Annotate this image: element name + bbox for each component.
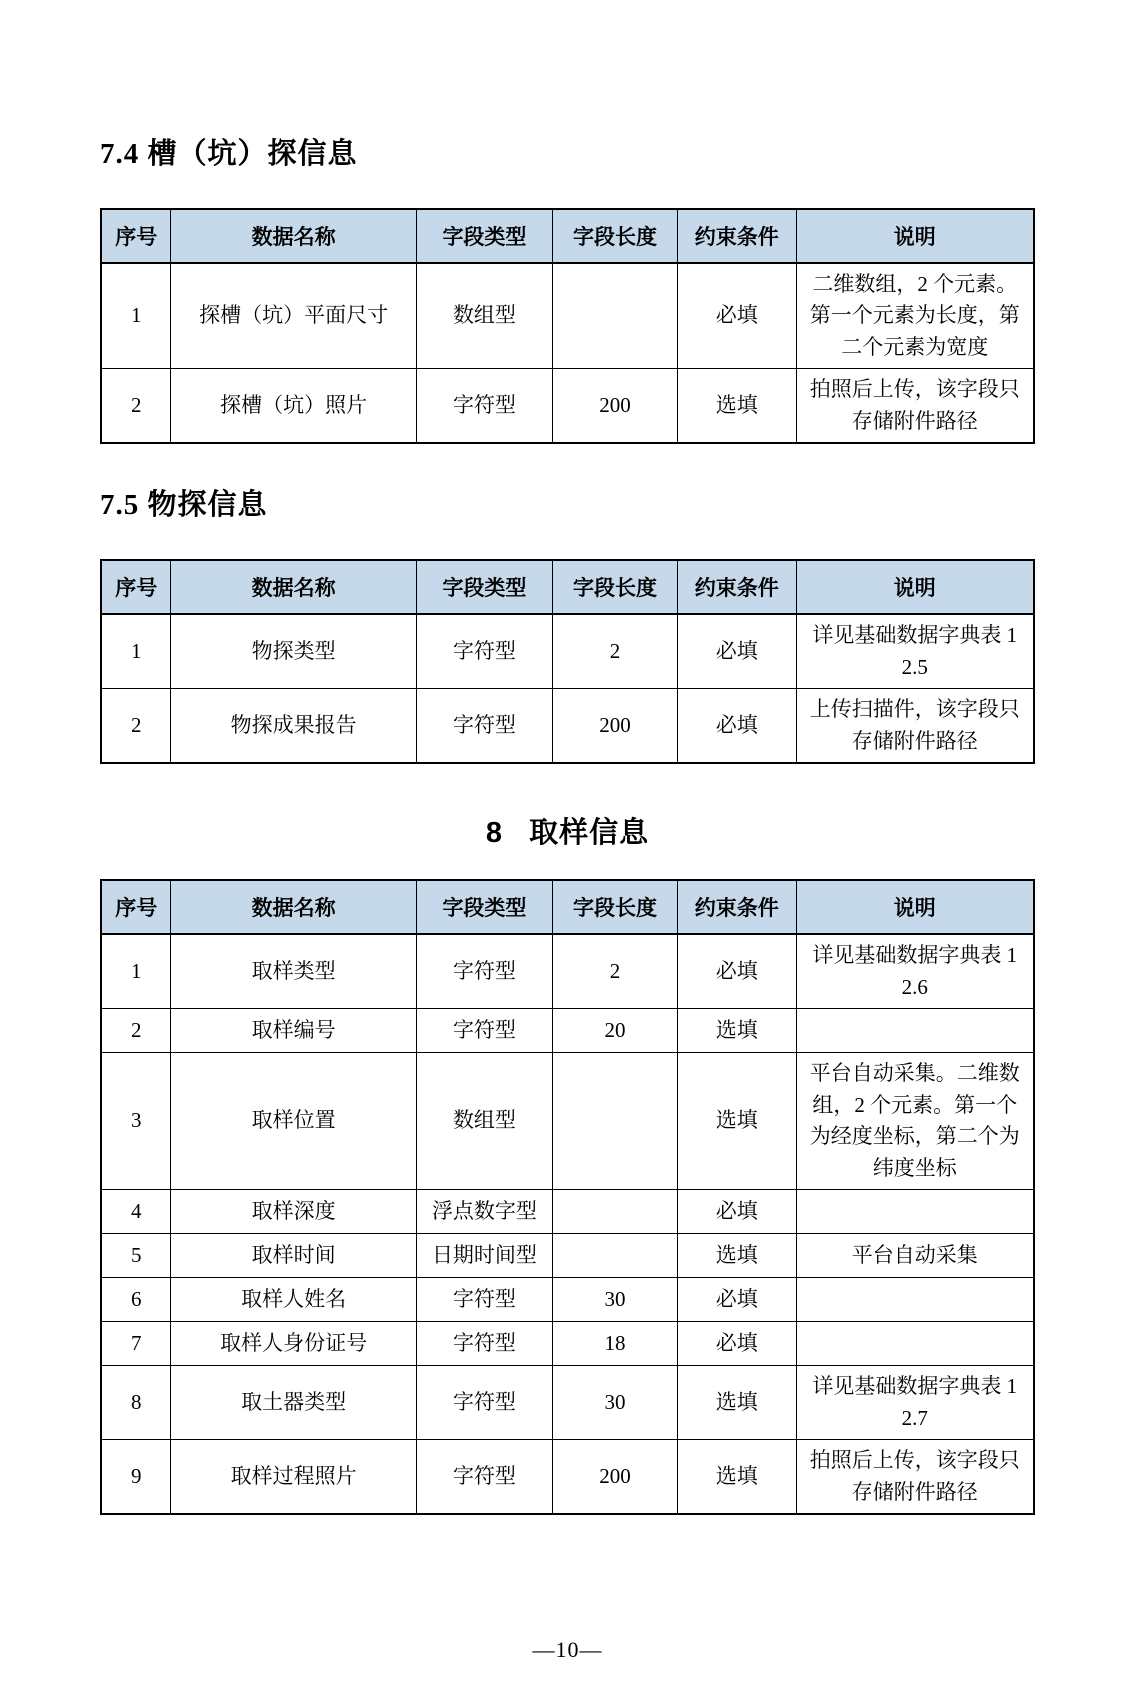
table-cell [796, 1322, 1034, 1366]
column-header: 序号 [101, 880, 171, 934]
column-header: 字段类型 [416, 209, 552, 263]
table-cell: 浮点数字型 [416, 1190, 552, 1234]
table-cell: 18 [553, 1322, 678, 1366]
table-cell: 选填 [678, 1366, 796, 1440]
table-cell: 字符型 [416, 369, 552, 444]
table-cell [796, 1009, 1034, 1053]
table-cell: 选填 [678, 1234, 796, 1278]
table-header-row [101, 880, 1034, 934]
table-cell: 3 [101, 1053, 171, 1190]
table-row [101, 1366, 1034, 1440]
table-cell: 必填 [678, 1322, 796, 1366]
table-cell: 取样人姓名 [171, 1278, 416, 1322]
table-cell: 字符型 [416, 934, 552, 1009]
table-row [101, 1322, 1034, 1366]
table-cell: 上传扫描件，该字段只存储附件路径 [796, 689, 1034, 764]
table-trench-pit-info [100, 208, 1035, 445]
table-cell: 2 [101, 369, 171, 444]
table-cell: 字符型 [416, 1322, 552, 1366]
table-row [101, 1234, 1034, 1278]
section-heading-7-5: 7.5 物探信息 [100, 489, 268, 522]
table-cell: 1 [101, 263, 171, 369]
column-header: 字段长度 [553, 209, 678, 263]
table-row [101, 614, 1034, 689]
column-header: 字段类型 [416, 880, 552, 934]
table-header-row [101, 560, 1034, 614]
column-header: 约束条件 [678, 560, 796, 614]
table-geophysical-info-wrap [100, 559, 1035, 764]
column-header: 约束条件 [678, 880, 796, 934]
table-cell: 1 [101, 614, 171, 689]
table-row [101, 1009, 1034, 1053]
table-row [101, 1278, 1034, 1322]
table-cell: 8 [101, 1366, 171, 1440]
table-cell: 选填 [678, 369, 796, 444]
column-header: 字段长度 [553, 560, 678, 614]
table-cell: 2 [553, 614, 678, 689]
table-row [101, 689, 1034, 764]
table-cell [796, 1278, 1034, 1322]
column-header: 说明 [796, 880, 1034, 934]
column-header: 数据名称 [171, 209, 416, 263]
table-row [101, 1190, 1034, 1234]
table-geophysical-info [100, 559, 1035, 764]
table-cell [553, 1190, 678, 1234]
table-cell: 字符型 [416, 1009, 552, 1053]
table-cell: 字符型 [416, 1366, 552, 1440]
table-cell: 字符型 [416, 1278, 552, 1322]
table-cell: 选填 [678, 1009, 796, 1053]
table-trench-pit-info-wrap [100, 208, 1035, 445]
table-cell: 平台自动采集。二维数组，2 个元素。第一个为经度坐标，第二个为纬度坐标 [796, 1053, 1034, 1190]
section-heading-8-title: 取样信息 [529, 817, 650, 850]
column-header: 约束条件 [678, 209, 796, 263]
table-cell: 取样位置 [171, 1053, 416, 1190]
table-cell [796, 1190, 1034, 1234]
table-cell: 平台自动采集 [796, 1234, 1034, 1278]
column-header: 说明 [796, 560, 1034, 614]
column-header: 说明 [796, 209, 1034, 263]
table-cell: 20 [553, 1009, 678, 1053]
table-cell: 必填 [678, 689, 796, 764]
table-cell: 4 [101, 1190, 171, 1234]
table-cell: 必填 [678, 934, 796, 1009]
table-cell: 取样人身份证号 [171, 1322, 416, 1366]
table-sampling-info [100, 879, 1035, 1515]
table-cell: 6 [101, 1278, 171, 1322]
table-cell: 拍照后上传，该字段只存储附件路径 [796, 1440, 1034, 1515]
table-cell: 字符型 [416, 689, 552, 764]
page-number: —10— [532, 1637, 603, 1663]
table-cell: 二维数组，2 个元素。第一个元素为长度，第二个元素为宽度 [796, 263, 1034, 369]
table-cell: 2 [101, 1009, 171, 1053]
table-cell: 200 [553, 1440, 678, 1515]
table-row [101, 263, 1034, 369]
column-header: 序号 [101, 209, 171, 263]
section-heading-8-number: 8 [485, 817, 504, 850]
table-cell: 30 [553, 1366, 678, 1440]
table-cell: 取样过程照片 [171, 1440, 416, 1515]
table-cell: 选填 [678, 1053, 796, 1190]
table-cell [553, 1053, 678, 1190]
table-header-row [101, 209, 1034, 263]
table-cell: 取样类型 [171, 934, 416, 1009]
table-cell: 7 [101, 1322, 171, 1366]
table-cell: 必填 [678, 1278, 796, 1322]
table-row [101, 1440, 1034, 1515]
table-cell: 取样时间 [171, 1234, 416, 1278]
table-cell: 拍照后上传，该字段只存储附件路径 [796, 369, 1034, 444]
table-sampling-info-wrap [100, 879, 1035, 1515]
table-cell: 字符型 [416, 1440, 552, 1515]
table-cell: 详见基础数据字典表 12.5 [796, 614, 1034, 689]
table-cell: 必填 [678, 263, 796, 369]
table-cell: 详见基础数据字典表 12.7 [796, 1366, 1034, 1440]
table-cell: 数组型 [416, 263, 552, 369]
table-cell: 数组型 [416, 1053, 552, 1190]
table-cell: 必填 [678, 614, 796, 689]
column-header: 数据名称 [171, 880, 416, 934]
column-header: 字段长度 [553, 880, 678, 934]
table-cell: 详见基础数据字典表 12.6 [796, 934, 1034, 1009]
table-cell: 取样深度 [171, 1190, 416, 1234]
section-heading-8 [100, 810, 1035, 851]
table-cell: 物探成果报告 [171, 689, 416, 764]
table-cell: 日期时间型 [416, 1234, 552, 1278]
table-cell: 30 [553, 1278, 678, 1322]
table-cell: 取土器类型 [171, 1366, 416, 1440]
table-row [101, 1053, 1034, 1190]
table-cell: 探槽（坑）平面尺寸 [171, 263, 416, 369]
table-cell: 200 [553, 369, 678, 444]
table-cell [553, 263, 678, 369]
table-cell: 字符型 [416, 614, 552, 689]
table-cell: 2 [101, 689, 171, 764]
table-cell: 2 [553, 934, 678, 1009]
table-cell: 探槽（坑）照片 [171, 369, 416, 444]
column-header: 数据名称 [171, 560, 416, 614]
table-cell: 选填 [678, 1440, 796, 1515]
column-header: 序号 [101, 560, 171, 614]
table-row [101, 369, 1034, 444]
table-cell: 9 [101, 1440, 171, 1515]
table-cell: 物探类型 [171, 614, 416, 689]
table-cell: 1 [101, 934, 171, 1009]
table-row [101, 934, 1034, 1009]
section-heading-7-4: 7.4 槽（坑）探信息 [100, 138, 358, 170]
table-cell [553, 1234, 678, 1278]
table-cell: 必填 [678, 1190, 796, 1234]
table-cell: 取样编号 [171, 1009, 416, 1053]
table-cell: 200 [553, 689, 678, 764]
table-cell: 5 [101, 1234, 171, 1278]
column-header: 字段类型 [416, 560, 552, 614]
